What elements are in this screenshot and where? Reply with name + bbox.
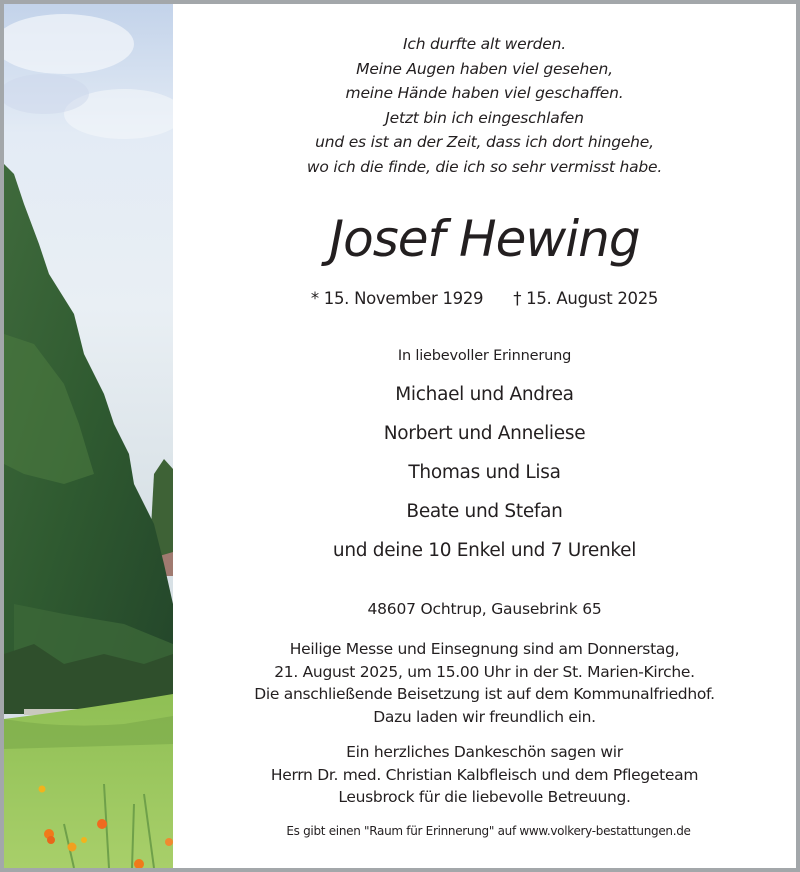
memorial-photo — [4, 4, 173, 868]
poem-line: meine Hände haben viel geschaffen. — [345, 84, 624, 102]
life-dates — [173, 287, 796, 311]
thanks-line: Ein herzliches Dankeschön sagen wir — [346, 743, 623, 761]
death-date: † 15. August 2025 — [513, 289, 659, 308]
tree-garden-image — [4, 4, 173, 868]
poem-line: wo ich die finde, die ich so sehr vermisst habe. — [306, 157, 663, 176]
deceased-name: Josef Hewing — [329, 210, 640, 268]
service-info — [173, 638, 796, 728]
obituary-text — [173, 4, 796, 868]
family-member: und deine 10 Enkel und 7 Urenkel — [332, 540, 637, 561]
obituary-card — [4, 4, 796, 868]
family-member: Beate und Stefan — [406, 501, 563, 522]
thanks-line: Leusbrock für die liebevolle Betreuung. — [338, 788, 631, 806]
service-line: Die anschließende Beisetzung ist auf dem Kommunalfriedhof. — [254, 685, 715, 703]
memorial-website-note: Es gibt einen "Raum für Erinnerung" auf www.volkery-bestattungen.de — [286, 824, 691, 838]
thanks-line: Herrn Dr. med. Christian Kalbfleisch und dem Pflegeteam — [270, 765, 699, 784]
family-list — [173, 380, 796, 575]
family-member: Norbert und Anneliese — [383, 423, 586, 444]
family-member: Michael und Andrea — [395, 384, 574, 405]
family-member: Thomas und Lisa — [408, 462, 561, 483]
service-line: Heilige Messe und Einsegnung sind am Donnerstag, — [289, 640, 680, 658]
thanks-note — [173, 741, 796, 809]
poem-line: Meine Augen haben viel gesehen, — [356, 59, 613, 78]
poem — [173, 32, 796, 179]
address: 48607 Ochtrup, Gausebrink 65 — [367, 600, 602, 618]
poem-line: Jetzt bin ich eingeschlafen — [385, 108, 584, 127]
birth-date: * 15. November 1929 — [310, 289, 484, 308]
service-line: Dazu laden wir freundlich ein. — [373, 707, 596, 726]
service-line: 21. August 2025, um 15.00 Uhr in der St. Marien-Kirche. — [274, 662, 695, 681]
remembrance-heading: In liebevoller Erinnerung — [397, 348, 572, 364]
poem-line: und es ist an der Zeit, dass ich dort hingehe, — [315, 133, 654, 151]
poem-line: Ich durfte alt werden. — [403, 35, 566, 53]
